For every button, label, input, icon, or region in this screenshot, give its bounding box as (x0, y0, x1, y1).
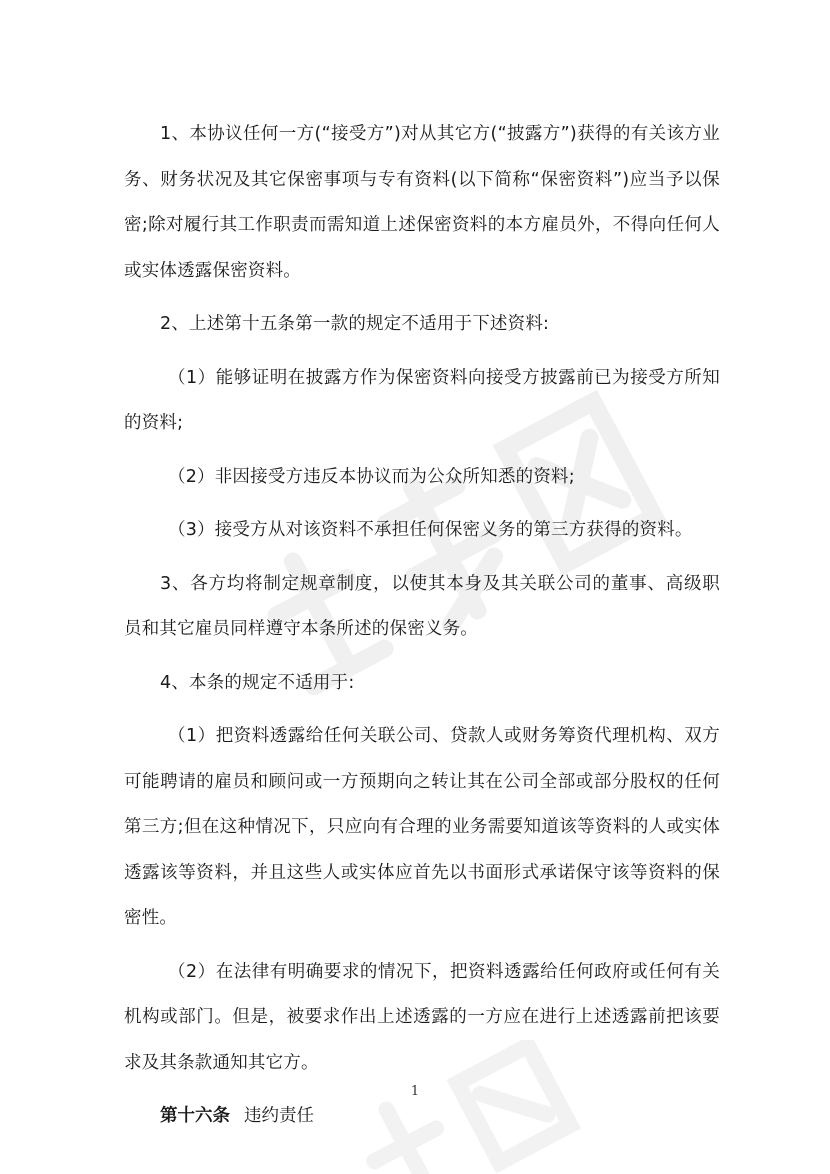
paragraph-disclosure-1: （1）把资料透露给任何关联公司、贷款人或财务筹资代理机构、双方可能聘请的雇员和顾问或一方预期向之转让其在公司全部或部分股权的任何第三方;但在这种情况下，只应向有合理的业务需要知道该等资料的人或实体透露该等资料，并且这些人或实体应首先以书面形式承诺保守该等资料的保密性。 (124, 726, 720, 928)
paragraph-confidentiality-2: 2、上述第十五条第一款的规定不适用于下述资料: (160, 314, 550, 334)
paragraph-confidentiality-3: 3、各方均将制定规章制度，以使其本身及其关联公司的董事、高级职员和其它雇员同样遵守本条所述的保密义务。 (124, 573, 720, 639)
article-heading (124, 1094, 720, 1139)
paragraph-confidentiality-4: 4、本条的规定不适用于: (160, 672, 355, 693)
page-number: 1 (410, 1084, 420, 1099)
paragraph-exception-2: （2）非因接受方违反本协议而为公众所知悉的资料; (168, 466, 575, 487)
paragraph-confidentiality-1: 1、本协议任何一方(“接受方”)对从其它方(“披露方”)获得的有关该方业务、财务状况及其它保密事项与专有资料(以下简称“保密资料”)应当予以保密;除对履行其工作职责而需知道上述保密资料的本方雇员外，不得向任何人或实体透露保密资料。 (124, 124, 720, 281)
article-title: 违约责任 (244, 1106, 314, 1126)
paragraph-exception-1: （1）能够证明在披露方作为保密资料向接受方披露前已为接受方所知的资料; (124, 367, 720, 433)
article-number: 第十六条 (160, 1106, 230, 1126)
document-body (124, 112, 720, 1139)
paragraph-exception-3: （3）接受方从对该资料不承担任何保密义务的第三方获得的资料。 (168, 520, 693, 540)
paragraph-disclosure-2: （2）在法律有明确要求的情况下，把资料透露给任何政府或任何有关机构或部门。但是，被要求作出上述透露的一方应在进行上述透露前把该要求及其条款通知其它方。 (124, 961, 720, 1073)
